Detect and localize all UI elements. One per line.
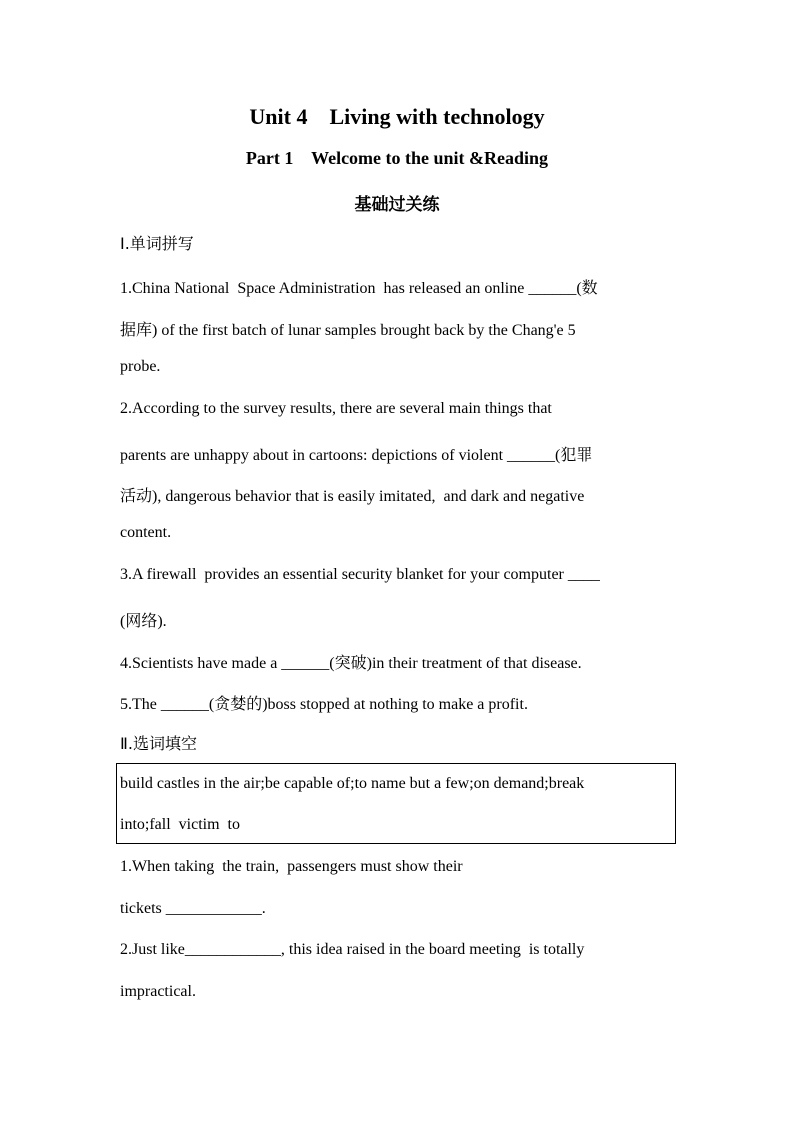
section1-line: 活动), dangerous behavior that is easily imitated, and dark and negative	[120, 488, 585, 505]
word-bank-line: into;fall victim to	[120, 816, 240, 833]
section1-line: (网络).	[120, 613, 167, 630]
unit-title: Unit 4 Living with technology	[249, 104, 545, 129]
section1-line: probe.	[120, 358, 161, 375]
word-bank-line: build castles in the air;be capable of;to name but a few;on demand;break	[120, 775, 585, 792]
section1-line: 3.A firewall provides an essential security blanket for your computer ____	[120, 566, 600, 583]
section2-heading: Ⅱ.选词填空	[120, 734, 197, 753]
section1-line: content.	[120, 524, 172, 541]
section1-heading: Ⅰ.单词拼写	[120, 234, 194, 253]
word-bank-box	[116, 763, 676, 844]
section2-line: 1.When taking the train, passengers must show their	[120, 858, 463, 875]
section1-line: 4.Scientists have made a ______(突破)in their treatment of that disease.	[120, 655, 582, 672]
section1-line: parents are unhappy about in cartoons: depictions of violent ______(犯罪	[120, 447, 593, 464]
section1-line: 1.China National Space Administration has released an online ______(数	[120, 280, 598, 297]
section1-line: 据库) of the first batch of lunar samples brought back by the Chang'e 5	[120, 322, 576, 339]
section2-line: impractical.	[120, 983, 196, 1000]
section1-line: 5.The ______(贪婪的)boss stopped at nothing to make a profit.	[120, 696, 528, 713]
subtitle: 基础过关练	[354, 195, 440, 215]
section2-line: tickets ____________.	[120, 900, 266, 917]
part-title: Part 1 Welcome to the unit &Reading	[245, 148, 549, 168]
section1-line: 2.According to the survey results, there are several main things that	[120, 400, 552, 417]
section2-line: 2.Just like____________, this idea raised in the board meeting is totally	[120, 941, 585, 958]
